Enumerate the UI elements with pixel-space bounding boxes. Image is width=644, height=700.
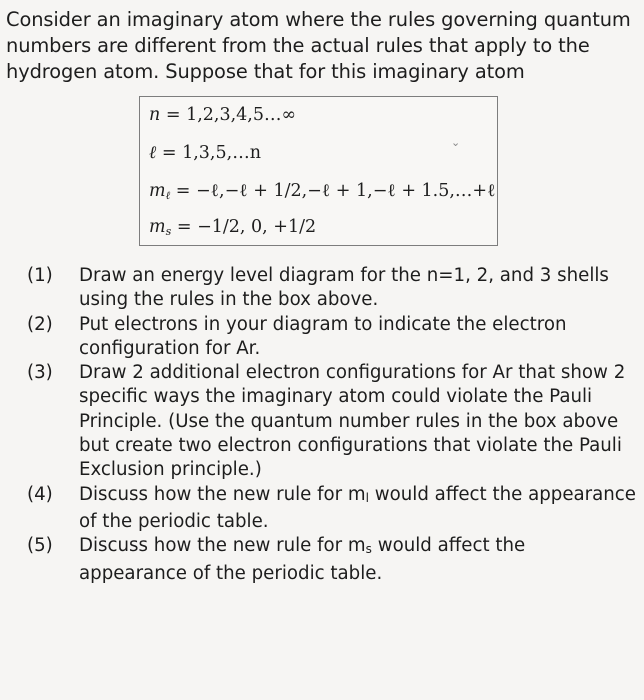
rule-l-var: ℓ <box>149 143 157 163</box>
rule-n-value: = 1,2,3,4,5…∞ <box>165 105 297 125</box>
rule-l <box>149 142 261 163</box>
question-text-end: would affect the appearance of the periodic table. <box>79 483 636 532</box>
rule-n <box>149 105 296 125</box>
question-text <box>79 534 637 586</box>
question-text-start: Discuss how the new rule for m <box>79 483 366 505</box>
rule-n-var: n <box>149 105 161 125</box>
question-number: (3) <box>27 362 53 384</box>
question-text: Put electrons in your diagram to indicate the electron configuration for Ar. <box>79 313 567 359</box>
quantum-rules-box <box>139 96 498 246</box>
question-list <box>27 264 637 586</box>
question-item <box>27 264 637 313</box>
rule-ms-var: m <box>149 217 166 237</box>
rule-ms-sub: s <box>165 225 172 238</box>
question-number: (5) <box>27 535 53 557</box>
rule-ms-value: = −1/2, 0, +1/2 <box>176 217 317 237</box>
question-text <box>79 483 637 535</box>
question-item <box>27 361 637 482</box>
question-item <box>27 313 637 362</box>
intro-paragraph: Consider an imaginary atom where the rules governing quantum numbers are different from the actual rules that apply to the hydrogen atom. Suppose that for this imaginary atom <box>6 8 631 83</box>
question-text: Draw an energy level diagram for the n=1, 2, and 3 shells using the rules in the box above. <box>79 265 609 311</box>
question-item <box>27 483 637 535</box>
rule-l-value: = 1,3,5,…n <box>161 143 261 163</box>
rule-ml-var: m <box>149 181 166 201</box>
question-subscript: s <box>365 542 372 557</box>
rule-ms <box>149 217 316 238</box>
question-text-start: Discuss how the new rule for m <box>79 535 366 557</box>
question-text: Draw 2 additional electron configurations for Ar that show 2 specific ways the imaginary atom could violate the Pauli Principle. (Use the quantum number rules in the box above but create two electron configurations that violate the Pauli Exclusion principle.) <box>79 362 626 481</box>
question-subscript: l <box>365 490 369 505</box>
question-number: (4) <box>27 483 53 505</box>
question-text-end: would affect the appearance of the periodic table. <box>79 535 526 584</box>
stray-mark-icon: ⌄ <box>451 136 461 149</box>
rule-ml <box>149 180 495 202</box>
question-item <box>27 534 637 586</box>
question-number: (1) <box>27 265 53 286</box>
rule-ml-value: = −ℓ,−ℓ + 1/2,−ℓ + 1,−ℓ + 1.5,…+ℓ <box>175 181 496 201</box>
question-number: (2) <box>27 313 53 335</box>
rule-ml-sub: ℓ <box>165 189 171 202</box>
